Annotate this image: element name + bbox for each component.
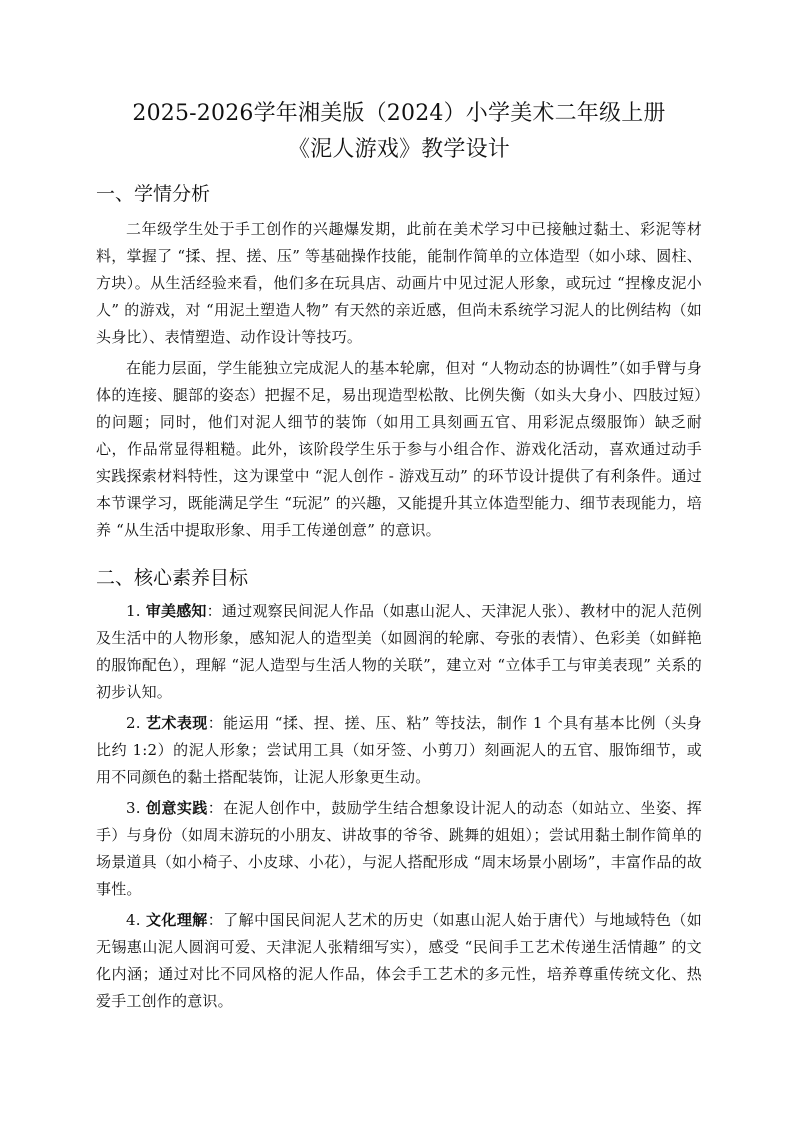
section-heading-core-literacy-goals: 二、核心素养目标 — [96, 567, 249, 589]
document-title-line2: 《泥人游戏》教学设计 — [287, 137, 510, 162]
goal-item — [96, 795, 702, 903]
goal-label: 文化理解 — [145, 911, 208, 929]
goal-number: 1. — [126, 602, 146, 620]
goal-number: 4. — [126, 911, 146, 929]
goal-text: ：能运用 “揉、捏、搓、压、粘” 等技法，制作 1 个具有基本比例（头身比约 1:2）的泥人形象；尝试用工具（如牙签、小剪刀）刻画泥人的五官、服饰细节，或用不同颜色的黏土搭配装饰，让泥人形象更生动。 — [96, 714, 703, 786]
goal-item — [96, 710, 702, 791]
section-body-core-literacy-goals — [96, 598, 702, 1015]
goal-text: ：通过观察民间泥人作品（如惠山泥人、天津泥人张）、教材中的泥人范例及生活中的人物形象，感知泥人的造型美（如圆润的轮廓、夸张的表情）、色彩美（如鲜艳的服饰配色），理解 “泥人造型与生活人物的关联”，建立对 “立体手工与审美表现” 关系的初步认知。 — [96, 602, 702, 701]
goal-label: 艺术表现 — [145, 714, 208, 732]
goal-number: 2. — [126, 714, 146, 732]
section-heading-learner-analysis: 一、学情分析 — [96, 183, 211, 205]
goal-item — [96, 598, 702, 706]
document-title-line1: 2025-2026学年湘美版（2024）小学美术二年级上册 — [132, 101, 666, 126]
goal-text: ：了解中国民间泥人艺术的历史（如惠山泥人始于唐代）与地域特色（如无锡惠山泥人圆润可爱、天津泥人张精细写实），感受 “民间手工艺术传递生活情趣” 的文化内涵；通过对比不同风格的泥人作品，体会手工艺术的多元性，培养尊重传统文化、热爱手工创作的意识。 — [96, 911, 702, 1010]
paragraph: 在能力层面，学生能独立完成泥人的基本轮廓，但对 “人物动态的协调性”（如手臂与身体的连接、腿部的姿态）把握不足，易出现造型松散、比例失衡（如头大身小、四肢过短）的问题；同时，他们对泥人细节的装饰（如用工具刻画五官、用彩泥点缀服饰）缺乏耐心，作品常显得粗糙。此外，该阶段学生乐于参与小组合作、游戏化活动，喜欢通过动手实践探索材料特性，这为课堂中 “泥人创作 - 游戏互动” 的环节设计提供了有利条件。通过本节课学习，既能满足学生 “玩泥” 的兴趣，又能提升其立体造型能力、细节表现能力，培养 “从生活中提取形象、用手工传递创意” 的意识。 — [96, 359, 702, 539]
goal-label: 创意实践 — [145, 799, 208, 817]
goal-label: 审美感知 — [145, 602, 207, 620]
goal-text: ：在泥人创作中，鼓励学生结合想象设计泥人的动态（如站立、坐姿、挥手）与身份（如周末游玩的小朋友、讲故事的爷爷、跳舞的姐姐）；尝试用黏土制作简单的场景道具（如小椅子、小皮球、小花），与泥人搭配形成 “周末场景小剧场”，丰富作品的故事性。 — [96, 799, 703, 898]
goal-item — [96, 907, 702, 1015]
paragraph: 二年级学生处于手工创作的兴趣爆发期，此前在美术学习中已接触过黏土、彩泥等材料，掌握了 “揉、捏、搓、压” 等基础操作技能，能制作简单的立体造型（如小球、圆柱、方块）。从生活经验来看，他们多在玩具店、动画片中见过泥人形象，或玩过 “捏橡皮泥小人” 的游戏，对 “用泥土塑造人物” 有天然的亲近感，但尚未系统学习泥人的比例结构（如头身比）、表情塑造、动作设计等技巧。 — [96, 220, 702, 346]
section-body-learner-analysis — [96, 216, 702, 544]
goal-number: 3. — [126, 799, 146, 817]
document-page — [96, 96, 702, 1019]
